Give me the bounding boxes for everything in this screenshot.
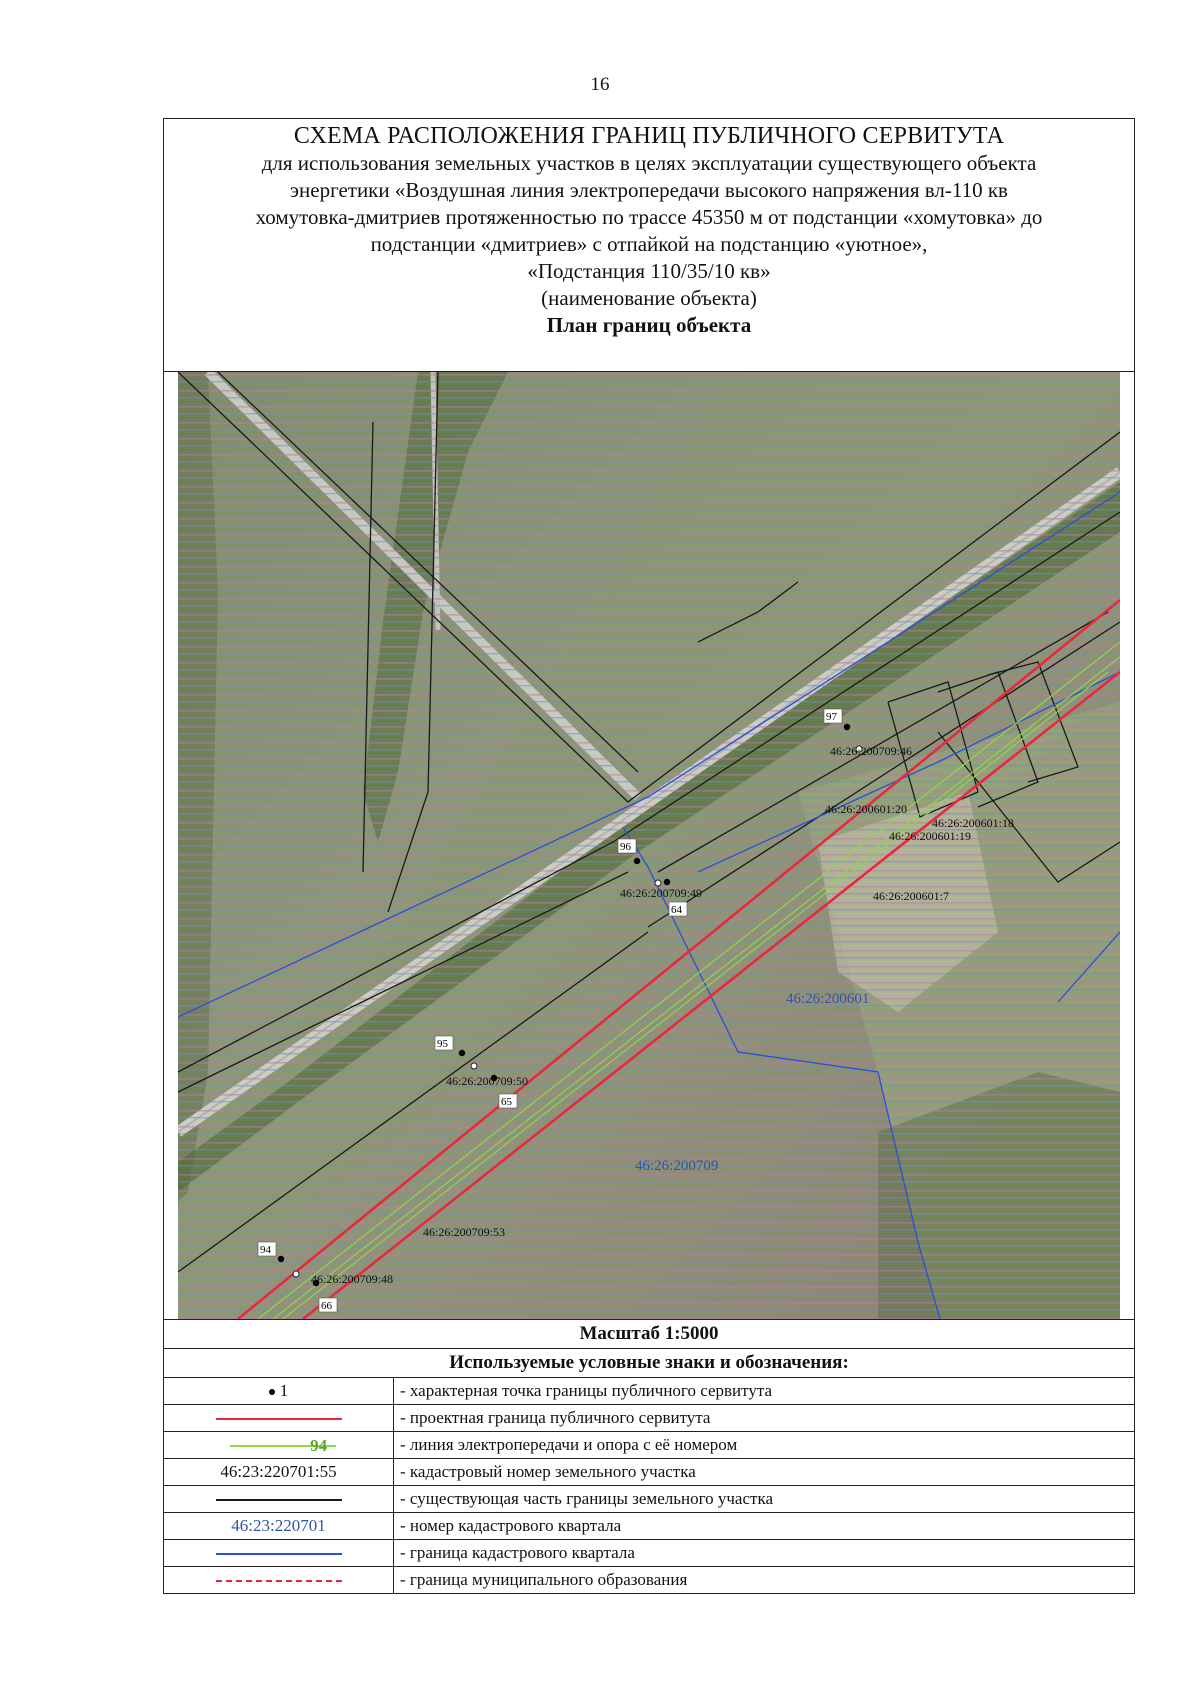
point-marker-icon (269, 1389, 275, 1395)
map-frame (163, 372, 1135, 1319)
boundary-point (459, 1050, 465, 1056)
boundary-point (634, 858, 640, 864)
quarter-label: 46:26:200709 (635, 1158, 719, 1174)
parcel-label: 46:26:200601:19 (889, 829, 972, 843)
point-label: 94 (260, 1244, 271, 1256)
parcel-label: 46:26:200709:46 (830, 744, 913, 758)
document-title: СХЕМА РАСПОЛОЖЕНИЯ ГРАНИЦ ПУБЛИЧНОГО СЕРВИТУТА (293, 123, 1005, 149)
pole-number-text: 94 (310, 1435, 328, 1455)
legend-description: - существующая часть границы земельного участка (394, 1486, 1135, 1513)
header-line: для использования земельных участков в целях эксплуатации существующего объекта (261, 151, 1037, 175)
parcel-label: 46:26:200709:53 (423, 1225, 506, 1239)
header-box (163, 118, 1135, 372)
legend-symbol-green-line (164, 1432, 394, 1459)
power-pole (293, 1271, 299, 1277)
point-label: 66 (321, 1300, 332, 1312)
blue-line-icon (216, 1553, 342, 1555)
legend-description: - граница кадастрового квартала (394, 1540, 1135, 1567)
parcel-label: 46:26:200601:18 (932, 816, 1015, 830)
legend-symbol-quarter-number: 46:23:220701 (164, 1513, 394, 1540)
boundary-point (664, 879, 670, 885)
boundary-point (278, 1256, 284, 1262)
legend-row (164, 1540, 1135, 1567)
map-scale: Масштаб 1:5000 (164, 1320, 1135, 1349)
legend-description: - кадастровый номер земельного участка (394, 1459, 1135, 1486)
legend-row (164, 1459, 1135, 1486)
page-number: 16 (590, 74, 610, 95)
point-label: 97 (826, 711, 837, 723)
plan-title: План границ объекта (546, 313, 752, 337)
legend-row (164, 1405, 1135, 1432)
red-line-icon (216, 1418, 342, 1420)
legend-row (164, 1378, 1135, 1405)
legend-description: - граница муниципального образования (394, 1567, 1135, 1594)
point-label: 95 (437, 1038, 448, 1050)
legend-symbol-blue-line (164, 1540, 394, 1567)
legend-symbol-red-line (164, 1405, 394, 1432)
header-line: подстанции «дмитриев» с отпайкой на подстанцию «уютное», (370, 232, 928, 256)
point-label: 65 (501, 1096, 512, 1108)
black-line-icon (216, 1499, 342, 1501)
point-label: 64 (671, 904, 682, 916)
parcel-label: 46:26:200601:7 (873, 889, 950, 903)
dashdot-line-icon (216, 1580, 342, 1582)
point-label: 96 (620, 841, 631, 853)
legend-heading: Используемые условные знаки и обозначения: (164, 1349, 1135, 1378)
legend-row (164, 1513, 1135, 1540)
legend-symbol-cadastral-number: 46:23:220701:55 (164, 1459, 394, 1486)
map-canvas (178, 372, 1120, 1319)
header-line: энергетики «Воздушная линия электропередачи высокого напряжения вл-110 кв (290, 178, 1008, 202)
parcel-label: 46:26:200709:50 (446, 1074, 529, 1088)
legend-row (164, 1567, 1135, 1594)
legend-description: - характерная точка границы публичного сервитута (394, 1378, 1135, 1405)
parcel-label: 46:26:200601:20 (825, 802, 908, 816)
boundary-point (844, 724, 850, 730)
legend-symbol-dashdot-line (164, 1567, 394, 1594)
legend-description: - проектная граница публичного сервитута (394, 1405, 1135, 1432)
legend-symbol-point: 1 (164, 1378, 394, 1405)
legend-description: - линия электропередачи и опора с её номером (394, 1432, 1135, 1459)
legend-row (164, 1486, 1135, 1513)
legend-symbol-black-line (164, 1486, 394, 1513)
object-caption: (наименование объекта) (541, 286, 757, 310)
header-line: хомутовка-дмитриев протяженностью по трассе 45350 м от подстанции «хомутовка» до (255, 205, 1043, 229)
legend-description: - номер кадастрового квартала (394, 1513, 1135, 1540)
parcel-label: 46:26:200709:49 (620, 886, 703, 900)
legend-row (164, 1432, 1135, 1459)
power-pole (471, 1063, 477, 1069)
quarter-label: 46:26:200601 (786, 991, 870, 1007)
parcel-label: 46:26:200709:48 (311, 1272, 394, 1286)
header-line: «Подстанция 110/35/10 кв» (527, 259, 771, 283)
legend-table (163, 1319, 1135, 1594)
